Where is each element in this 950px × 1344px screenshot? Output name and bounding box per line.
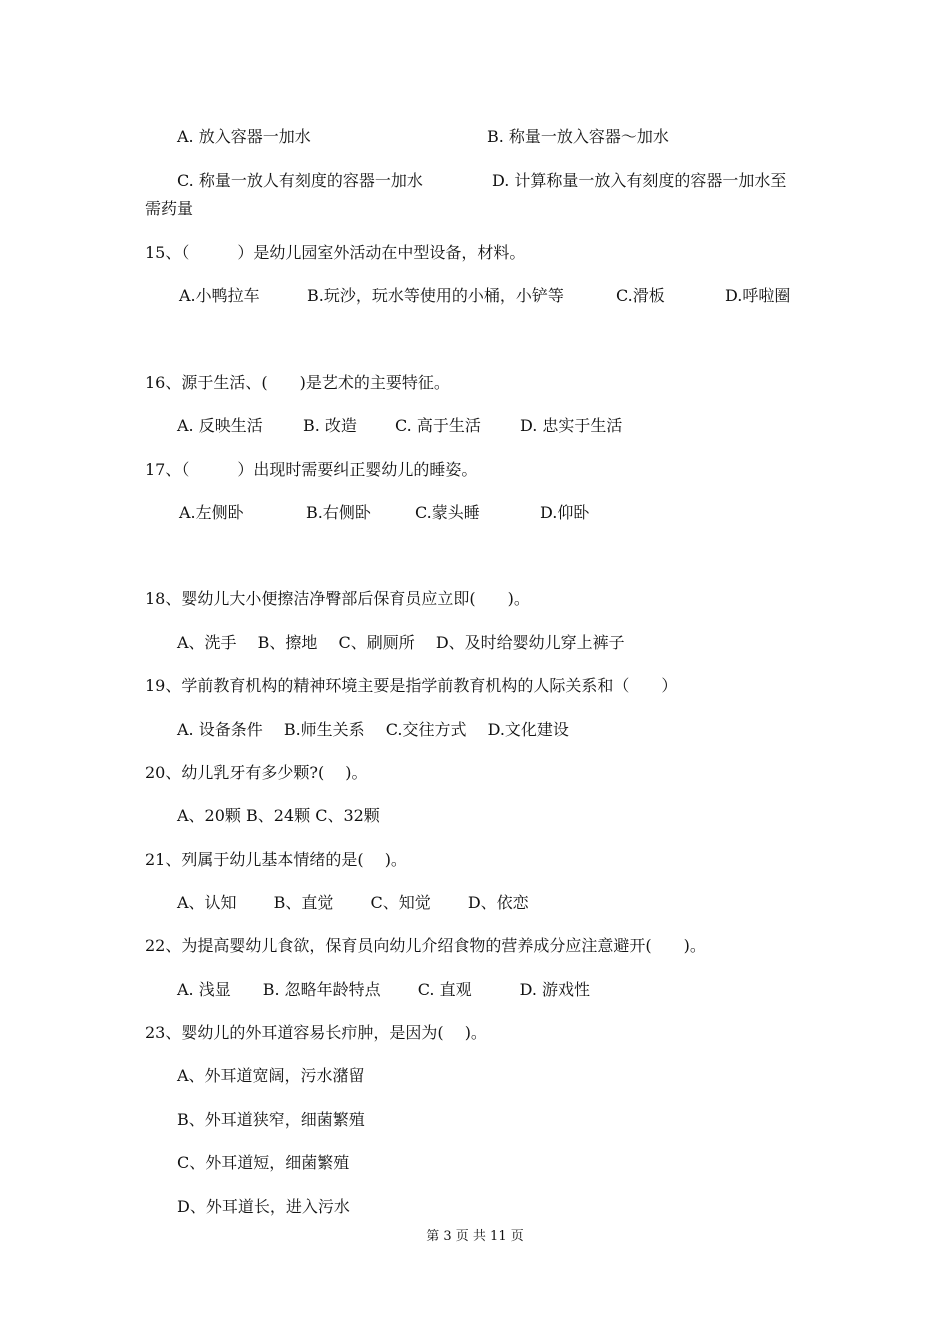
- q15-option-a: A.小鸭拉车: [179, 286, 260, 305]
- q21-stem: 21、列属于幼儿基本情绪的是( )。: [145, 850, 407, 869]
- q23-option-c: C、外耳道短，细菌繁殖: [177, 1153, 350, 1172]
- q19-options: A. 设备条件 B.师生关系 C.交往方式 D.文化建设: [177, 720, 569, 739]
- q16-option-d: D. 忠实于生活: [520, 416, 623, 435]
- q16-option-a: A. 反映生活: [177, 416, 263, 435]
- q14-option-b: B. 称量一放入容器～加水: [487, 127, 669, 146]
- q15-stem: 15、（ ）是幼儿园室外活动在中型设备，材料。: [145, 243, 526, 262]
- q23-option-d: D、外耳道长，进入污水: [177, 1197, 350, 1216]
- q19-stem: 19、学前教育机构的精神环境主要是指学前教育机构的人际关系和（ ）: [145, 676, 678, 695]
- q14-option-d-continued: 需药量: [145, 199, 194, 218]
- q22-stem: 22、为提高婴幼儿食欲，保育员向幼儿介绍食物的营养成分应注意避开( )。: [145, 936, 706, 955]
- q17-option-a: A.左侧卧: [179, 503, 244, 522]
- q14-option-a: A. 放入容器一加水: [177, 127, 311, 146]
- q14-option-d: D. 计算称量一放入有刻度的容器一加水至: [492, 171, 787, 190]
- q16-option-c: C. 高于生活: [395, 416, 481, 435]
- q17-option-d: D.仰卧: [540, 503, 590, 522]
- q15-option-c: C.滑板: [616, 286, 665, 305]
- q22-options: A. 浅显 B. 忽略年龄特点 C. 直观 D. 游戏性: [177, 980, 591, 999]
- q16-stem: 16、源于生活、( )是艺术的主要特征。: [145, 373, 450, 392]
- q14-option-c: C. 称量一放人有刻度的容器一加水: [177, 171, 423, 190]
- q17-stem: 17、（ ）出现时需要纠正婴幼儿的睡姿。: [145, 460, 478, 479]
- q18-stem: 18、婴幼儿大小便擦洁净臀部后保育员应立即( )。: [145, 589, 530, 608]
- q23-option-b: B、外耳道狭窄，细菌繁殖: [177, 1110, 365, 1129]
- q18-options: A、洗手 B、擦地 C、刷厕所 D、及时给婴幼儿穿上裤子: [177, 633, 625, 652]
- q23-stem: 23、婴幼儿的外耳道容易长疖肿，是因为( )。: [145, 1023, 487, 1042]
- q17-option-b: B.右侧卧: [306, 503, 371, 522]
- q21-options: A、认知 B、直觉 C、知觉 D、依恋: [177, 893, 529, 912]
- q20-options: A、20颗 B、24颗 C、32颗: [177, 806, 380, 825]
- q20-stem: 20、幼儿乳牙有多少颗?( )。: [145, 763, 368, 782]
- q15-option-d: D.呼啦圈: [725, 286, 791, 305]
- q17-option-c: C.蒙头睡: [415, 503, 480, 522]
- q23-option-a: A、外耳道宽阔，污水潴留: [177, 1066, 365, 1085]
- q15-option-b: B.玩沙，玩水等使用的小桶，小铲等: [307, 286, 564, 305]
- q16-option-b: B. 改造: [303, 416, 357, 435]
- page-number-footer: 第 3 页 共 11 页: [426, 1229, 524, 1244]
